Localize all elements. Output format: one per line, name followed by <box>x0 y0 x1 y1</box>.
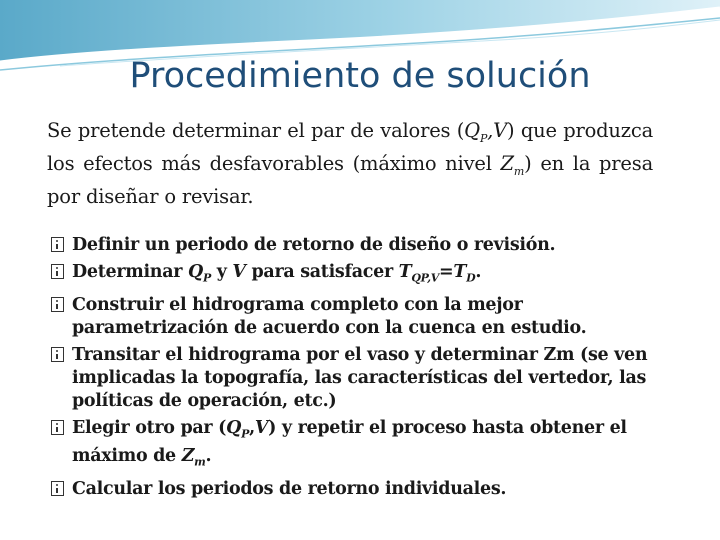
list-item: Definir un periodo de retorno de diseño o revisión. <box>51 234 681 257</box>
bullet-icon <box>51 481 64 496</box>
procedure-steps-list <box>51 234 681 505</box>
bullet-icon <box>51 237 64 252</box>
bullet-icon <box>51 420 64 435</box>
list-item: Determinar $Q_P$ y V para satisfacer $T_{QP,V}=T_D$. <box>51 261 681 290</box>
page-title: Procedimiento de solución <box>129 56 591 96</box>
list-item: Elegir otro par $(Q_P,V)$ y repetir el proceso hasta obtener el máximo de $Z_m$. <box>51 417 681 474</box>
list-item: Transitar el hidrograma por el vaso y determinar Zm (se ven implicadas la topografía, las características del vertedor, las políticas de operación, etc.) <box>51 344 681 413</box>
bullet-icon <box>51 347 64 362</box>
list-item: Calcular los periodos de retorno individuales. <box>51 478 681 501</box>
list-item: Construir el hidrograma completo con la mejor parametrización de acuerdo con la cuenca en estudio. <box>51 294 681 340</box>
bullet-icon <box>51 264 64 279</box>
intro-paragraph: Se pretende determinar el par de valores $(Q_P,V)$ que produzca los efectos más desfavorables (máximo nivel $Z_m$) en la presa por diseñar o revisar. <box>47 119 654 208</box>
bullet-icon <box>51 297 64 312</box>
